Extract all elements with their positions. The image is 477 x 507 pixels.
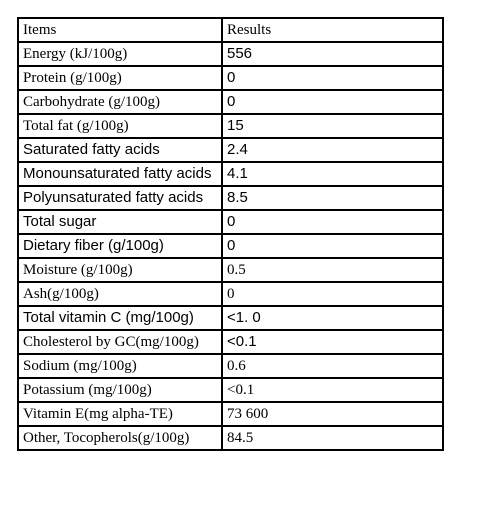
result-cell: 0 [222, 66, 443, 90]
column-header-items: Items [18, 18, 222, 42]
table-row [18, 330, 443, 354]
table-row [18, 282, 443, 306]
result-cell: 0.5 [222, 258, 443, 282]
item-cell: Total vitamin C (mg/100g) [18, 306, 222, 330]
table-row [18, 258, 443, 282]
table-row [18, 210, 443, 234]
result-cell: 0 [222, 234, 443, 258]
item-cell: Saturated fatty acids [18, 138, 222, 162]
result-cell: 556 [222, 42, 443, 66]
result-cell: 4.1 [222, 162, 443, 186]
item-cell: Total sugar [18, 210, 222, 234]
item-cell: Polyunsaturated fatty acids [18, 186, 222, 210]
results-table [17, 17, 444, 451]
table-row [18, 138, 443, 162]
column-header-results: Results [222, 18, 443, 42]
result-cell: 15 [222, 114, 443, 138]
item-cell: Protein (g/100g) [18, 66, 222, 90]
table-row [18, 114, 443, 138]
table-row [18, 378, 443, 402]
item-cell: Ash(g/100g) [18, 282, 222, 306]
item-cell: Energy (kJ/100g) [18, 42, 222, 66]
result-cell: <1. 0 [222, 306, 443, 330]
table-header-row [18, 18, 443, 42]
table-row [18, 42, 443, 66]
table-row [18, 426, 443, 450]
table-row [18, 402, 443, 426]
item-cell: Sodium (mg/100g) [18, 354, 222, 378]
table-row [18, 66, 443, 90]
results-table-container [17, 17, 442, 451]
item-cell: Potassium (mg/100g) [18, 378, 222, 402]
result-cell: 0 [222, 210, 443, 234]
result-cell: <0.1 [222, 378, 443, 402]
item-cell: Cholesterol by GC(mg/100g) [18, 330, 222, 354]
item-cell: Total fat (g/100g) [18, 114, 222, 138]
item-cell: Vitamin E(mg alpha-TE) [18, 402, 222, 426]
result-cell: 0 [222, 90, 443, 114]
result-cell: <0.1 [222, 330, 443, 354]
result-cell: 2.4 [222, 138, 443, 162]
item-cell: Other, Tocopherols(g/100g) [18, 426, 222, 450]
result-cell: 84.5 [222, 426, 443, 450]
item-cell: Carbohydrate (g/100g) [18, 90, 222, 114]
result-cell: 0.6 [222, 354, 443, 378]
item-cell: Monounsaturated fatty acids [18, 162, 222, 186]
result-cell: 8.5 [222, 186, 443, 210]
item-cell: Dietary fiber (g/100g) [18, 234, 222, 258]
table-row [18, 306, 443, 330]
result-cell: 0 [222, 282, 443, 306]
table-row [18, 354, 443, 378]
item-cell: Moisture (g/100g) [18, 258, 222, 282]
result-cell: 73 600 [222, 402, 443, 426]
table-row [18, 162, 443, 186]
table-row [18, 186, 443, 210]
table-row [18, 90, 443, 114]
table-row [18, 234, 443, 258]
